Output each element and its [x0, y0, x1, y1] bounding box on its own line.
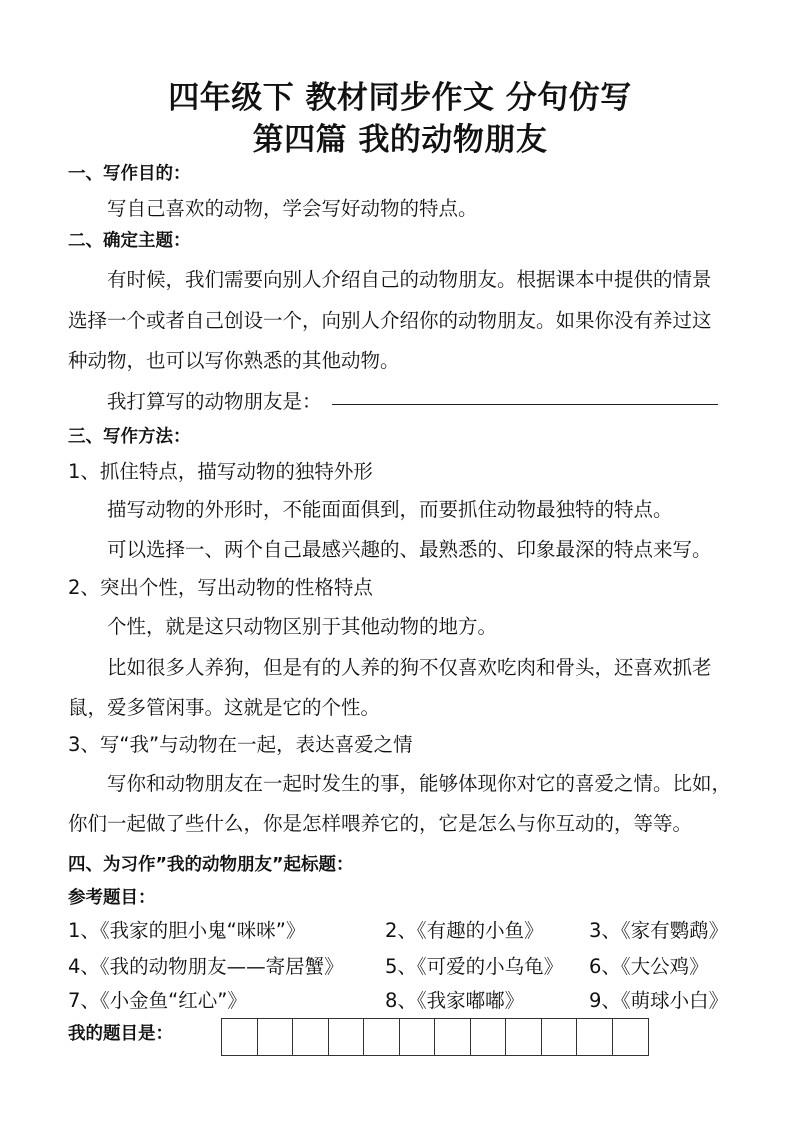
reference-title-6: 6、《大公鸡》: [589, 955, 709, 978]
reference-title-8: 8、《我家嘟嘟》: [385, 989, 525, 1012]
animal-friend-prompt: 我打算写的动物朋友是：: [107, 390, 322, 413]
reference-titles-heading: 参考题目：: [68, 888, 156, 908]
method-2-text-2-line-2: 鼠，爱多管闲事。这就是它的个性。: [68, 696, 381, 719]
section-heading-title: 四、为习作”我的动物朋友”起标题：: [68, 855, 354, 875]
my-title-grid[interactable]: [221, 1018, 649, 1056]
section-heading-purpose: 一、写作目的：: [68, 164, 191, 184]
method-2-text-2-line-1: 比如很多人养狗，但是有的人养的狗不仅喜欢吃肉和骨头，还喜欢抓老: [107, 656, 712, 679]
topic-paragraph-line-1: 有时候，我们需要向别人介绍自己的动物朋友。根据课本中提供的情景: [107, 268, 712, 291]
title-grid-cell[interactable]: [364, 1019, 400, 1055]
title-grid-cell[interactable]: [258, 1019, 294, 1055]
reference-title-5: 5、《可爱的小乌龟》: [385, 955, 564, 978]
method-2-text-1: 个性，就是这只动物区别于其他动物的地方。: [107, 615, 498, 638]
reference-title-4: 4、《我的动物朋友——寄居蟹》: [68, 955, 344, 978]
method-1-text-2: 可以选择一、两个自己最感兴趣的、最熟悉的、印象最深的特点来写。: [107, 538, 712, 561]
reference-title-1: 1、《我家的胆小鬼“咪咪”》: [68, 919, 306, 942]
reference-title-3: 3、《家有鹦鹉》: [589, 919, 729, 942]
method-1-text-1: 描写动物的外形时，不能面面俱到，而要抓住动物最独特的特点。: [107, 498, 673, 521]
topic-paragraph-line-3: 种动物，也可以写你熟悉的其他动物。: [68, 349, 400, 372]
title-grid-cell[interactable]: [613, 1019, 649, 1055]
title-grid-cell[interactable]: [293, 1019, 329, 1055]
title-grid-cell[interactable]: [329, 1019, 365, 1055]
animal-friend-answer-line[interactable]: [332, 404, 718, 405]
method-3-text-line-1: 写你和动物朋友在一起时发生的事，能够体现你对它的喜爱之情。比如，: [107, 772, 732, 795]
title-grid-cell[interactable]: [577, 1019, 613, 1055]
title-grid-cell[interactable]: [435, 1019, 471, 1055]
method-2-title: 2、突出个性，写出动物的性格特点: [68, 576, 373, 599]
reference-title-2: 2、《有趣的小鱼》: [385, 919, 544, 942]
method-3-text-line-2: 你们一起做了些什么，你是怎样喂养它的，它是怎么与你互动的，等等。: [68, 812, 693, 835]
page-subtitle: 第四篇 我的动物朋友: [252, 122, 548, 158]
topic-paragraph-line-2: 选择一个或者自己创设一个，向别人介绍你的动物朋友。如果你没有养过这: [68, 309, 712, 332]
title-grid-cell[interactable]: [400, 1019, 436, 1055]
title-grid-cell[interactable]: [222, 1019, 258, 1055]
section-heading-method: 三、写作方法：: [68, 427, 191, 447]
method-1-title: 1、抓住特点，描写动物的独特外形: [68, 460, 373, 483]
section-heading-topic: 二、确定主题：: [68, 231, 191, 251]
title-grid-cell[interactable]: [471, 1019, 507, 1055]
reference-title-9: 9、《萌球小白》: [589, 989, 729, 1012]
purpose-text: 写自己喜欢的动物，学会写好动物的特点。: [107, 197, 478, 220]
page-title: 四年级下 教材同步作文 分句仿写: [168, 80, 632, 116]
title-grid-cell[interactable]: [542, 1019, 578, 1055]
reference-title-7: 7、《小金鱼“红心”》: [68, 989, 247, 1012]
method-3-title: 3、写“我”与动物在一起，表达喜爱之情: [68, 733, 413, 756]
my-title-label: 我的题目是：: [68, 1024, 173, 1044]
title-grid-cell[interactable]: [506, 1019, 542, 1055]
